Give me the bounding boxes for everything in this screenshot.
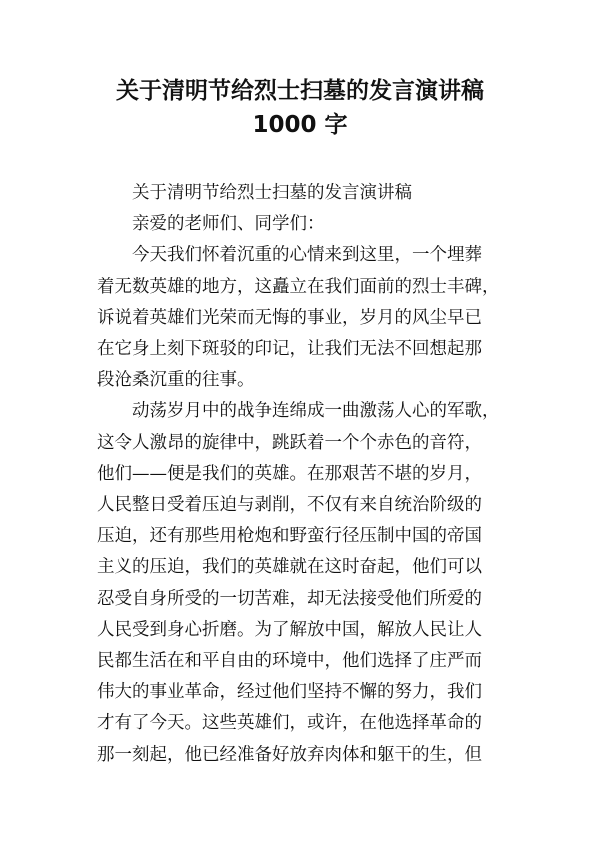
paragraph-line: 那一刻起，他已经准备好放弃肉体和躯干的生，但 — [97, 744, 482, 765]
document-body — [97, 178, 509, 771]
paragraph-line: 诉说着英雄们光荣而无悔的事业，岁月的风尘早已 — [97, 307, 482, 328]
paragraph-line: 人民整日受着压迫与剥削，不仅有来自统治阶级的 — [97, 495, 482, 516]
paragraph-line: 伟大的事业革命，经过他们坚持不懈的努力，我们 — [97, 682, 482, 703]
paragraph-line: 今天我们怀着沉重的心情来到这里，一个埋葬 — [132, 245, 482, 266]
paragraph-line: 民都生活在和平自由的环境中，他们选择了庄严而 — [97, 651, 482, 672]
paragraph-line: 主义的压迫，我们的英雄就在这时奋起，他们可以 — [97, 557, 482, 578]
paragraph-subtitle — [97, 178, 509, 209]
paragraph-history — [97, 396, 509, 770]
paragraph-line: 在它身上刻下斑驳的印记，让我们无法不回想起那 — [97, 339, 482, 360]
paragraph-intro — [97, 240, 509, 396]
paragraph-line: 人民受到身心折磨。为了解放中国，解放人民让人 — [97, 619, 482, 640]
paragraph-greeting — [97, 209, 509, 240]
paragraph-line: 才有了今天。这些英雄们，或许，在他选择革命的 — [97, 713, 482, 734]
paragraph-line: 忍受自身所受的一切苦难，却无法接受他们所爱的 — [97, 588, 482, 609]
paragraph-line: 段沧桑沉重的往事。 — [97, 370, 255, 391]
paragraph-line: 动荡岁月中的战争连绵成一曲激荡人心的军歌， — [132, 401, 500, 422]
title-line-1: 关于清明节给烈士扫墓的发言演讲稿 — [116, 78, 484, 104]
paragraph-line: 着无数英雄的地方，这矗立在我们面前的烈士丰碑， — [97, 276, 500, 297]
paragraph-line: 亲爱的老师们、同学们： — [132, 214, 325, 235]
paragraph-line: 这令人激昂的旋律中，跳跃着一个个赤色的音符， — [97, 432, 482, 453]
paragraph-line: 关于清明节给烈士扫墓的发言演讲稿 — [132, 183, 412, 203]
paragraph-line: 他们——便是我们的英雄。在那艰苦不堪的岁月， — [97, 463, 482, 484]
title-line-2: 1000 字 — [252, 112, 348, 138]
paragraph-line: 压迫，还有那些用枪炮和野蛮行径压制中国的帝国 — [97, 526, 482, 547]
document-title — [60, 74, 540, 142]
